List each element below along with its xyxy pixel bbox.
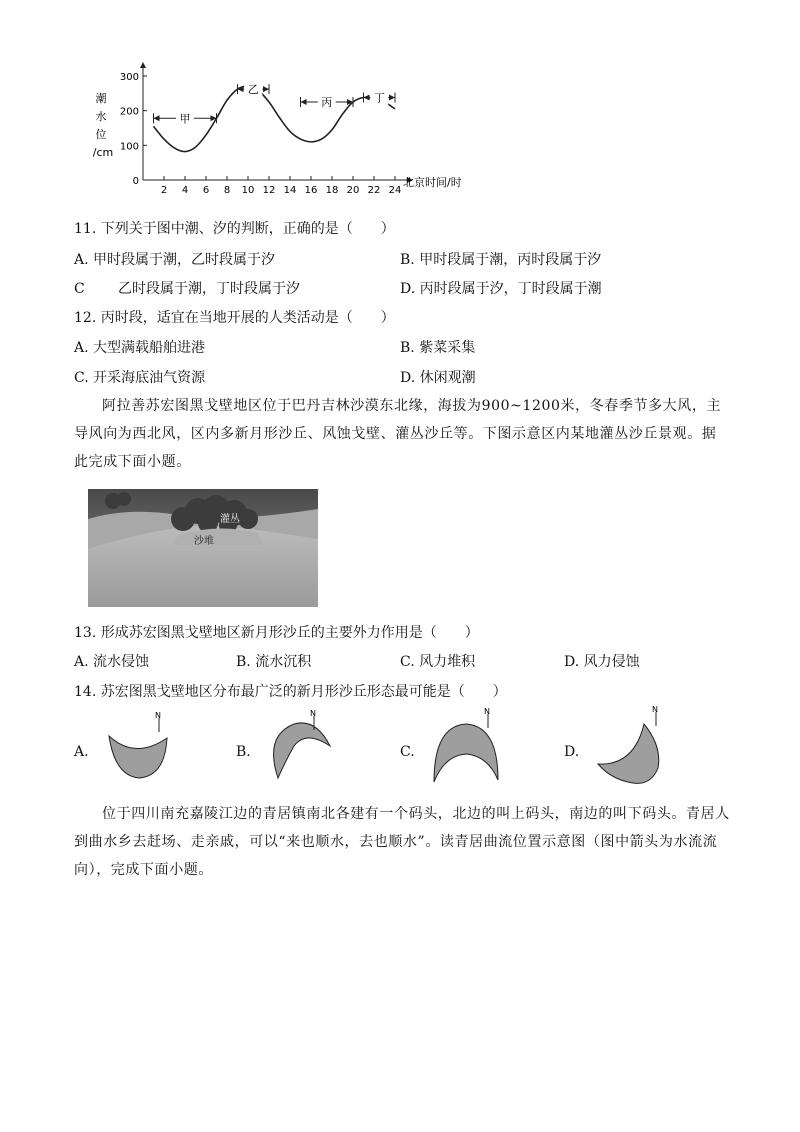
period-arrow <box>263 86 269 92</box>
label-dune: 沙堆 <box>194 536 214 547</box>
y-tick-label: 100 <box>119 141 139 153</box>
y-tick-label: 300 <box>119 72 139 83</box>
q14-option-d-label[interactable]: D. <box>564 744 580 760</box>
y-tick-label: 0 <box>132 176 139 187</box>
q14-option-b-figure[interactable] <box>264 706 336 790</box>
q12-option-c[interactable]: C. 开采海底油气资源 <box>74 370 206 386</box>
q11-stem: 11. 下列关于图中潮、汐的判断，正确的是（ ） <box>74 221 395 237</box>
dune-shape-a <box>105 712 175 788</box>
q12-option-b[interactable]: B. 紫菜采集 <box>400 340 476 356</box>
dune-shape-c <box>428 706 504 790</box>
north-label: N <box>484 707 490 716</box>
north-label: N <box>652 706 658 714</box>
period-label: 丙 <box>321 96 333 109</box>
ylabel-unit: /cm <box>92 146 114 159</box>
x-tick-label: 8 <box>223 185 231 196</box>
x-tick-label: 24 <box>388 185 402 196</box>
q14-option-b-label[interactable]: B. <box>236 744 251 760</box>
x-tick-label: 2 <box>160 185 168 196</box>
x-tick-label: 16 <box>304 185 318 196</box>
ylabel-char: 潮 <box>95 92 107 105</box>
dune-shape-b <box>264 706 336 790</box>
q11-option-b[interactable]: B. 甲时段属于潮，丙时段属于汐 <box>400 252 602 268</box>
north-label: N <box>310 709 316 718</box>
q11-option-c-text[interactable]: 乙时段属于潮，丁时段属于汐 <box>118 281 300 297</box>
period-label: 乙 <box>247 83 259 97</box>
q11-option-c-letter[interactable]: C <box>74 281 85 297</box>
label-shrub: 灌丛 <box>220 514 240 525</box>
ylabel-char: 位 <box>95 128 107 141</box>
x-tick-label: 14 <box>283 185 297 196</box>
x-axis-label: 北京时间/时 <box>403 176 462 189</box>
period-arrow <box>364 94 370 100</box>
q12-option-a[interactable]: A. 大型满载船舶进港 <box>74 340 206 356</box>
north-label: N <box>155 712 161 720</box>
q14-option-d-figure[interactable] <box>594 706 668 790</box>
q14-option-a-label[interactable]: A. <box>74 744 89 760</box>
q13-option-a[interactable]: A. 流水侵蚀 <box>74 654 150 670</box>
q13-option-c[interactable]: C. 风力堆积 <box>400 654 476 670</box>
x-tick-label: 10 <box>241 185 255 196</box>
x-tick-label: 4 <box>181 185 189 196</box>
q11-option-d[interactable]: D. 丙时段属于汐，丁时段属于潮 <box>400 281 602 297</box>
period-label: 甲 <box>179 112 191 126</box>
passage-desert: 阿拉善苏宏图黑戈壁地区位于巴丹吉林沙漠东北缘，海拔为900~1200米，冬春季节多大风，主导风向为西北风，区内多新月形沙丘、风蚀戈壁、灌丛沙丘等。下图示意区内某地灌丛沙丘景观。据此完成下面小题。 <box>74 398 722 470</box>
x-tick-label: 22 <box>367 185 381 196</box>
ylabel-char: 水 <box>95 110 107 123</box>
x-tick-label: 18 <box>325 185 339 196</box>
q12-stem: 12. 丙时段，适宜在当地开展的人类活动是（ ） <box>74 310 395 326</box>
q13-stem: 13. 形成苏宏图黑戈壁地区新月形沙丘的主要外力作用是（ ） <box>74 625 479 641</box>
q12-option-d[interactable]: D. 休闲观潮 <box>400 370 476 386</box>
q13-option-b[interactable]: B. 流水沉积 <box>236 654 312 670</box>
q14-stem: 14. 苏宏图黑戈壁地区分布最广泛的新月形沙丘形态最可能是（ ） <box>74 684 507 700</box>
x-tick-label: 12 <box>262 185 276 196</box>
tide-chart <box>85 60 475 200</box>
q14-option-c-figure[interactable] <box>428 706 504 790</box>
q14-option-a-figure[interactable] <box>105 712 175 788</box>
dune-shape-d <box>594 706 668 790</box>
tide-chart-svg <box>85 60 475 200</box>
x-tick-label: 20 <box>346 185 360 196</box>
period-arrow <box>301 99 307 105</box>
q14-option-c-label[interactable]: C. <box>400 744 415 760</box>
period-arrow <box>154 115 160 121</box>
q13-option-d[interactable]: D. 风力侵蚀 <box>564 654 640 670</box>
shrub-dune-photo <box>88 489 318 607</box>
y-tick-label: 200 <box>119 106 139 118</box>
period-arrow <box>389 94 395 100</box>
passage-qingju: 位于四川南充嘉陵江边的青居镇南北各建有一个码头，北边的叫上码头，南边的叫下码头。青居人到曲水乡去赶场、走亲戚，可以“来也顺水，去也顺水”。读青居曲流位置示意图（图中箭头为水流流向），完成下面小题。 <box>74 806 730 878</box>
x-tick-label: 6 <box>202 185 210 196</box>
period-label: 丁 <box>373 91 385 105</box>
y-axis-arrow <box>140 62 146 68</box>
q11-option-a[interactable]: A. 甲时段属于潮，乙时段属于汐 <box>74 252 276 268</box>
photo-illustration <box>88 489 318 607</box>
